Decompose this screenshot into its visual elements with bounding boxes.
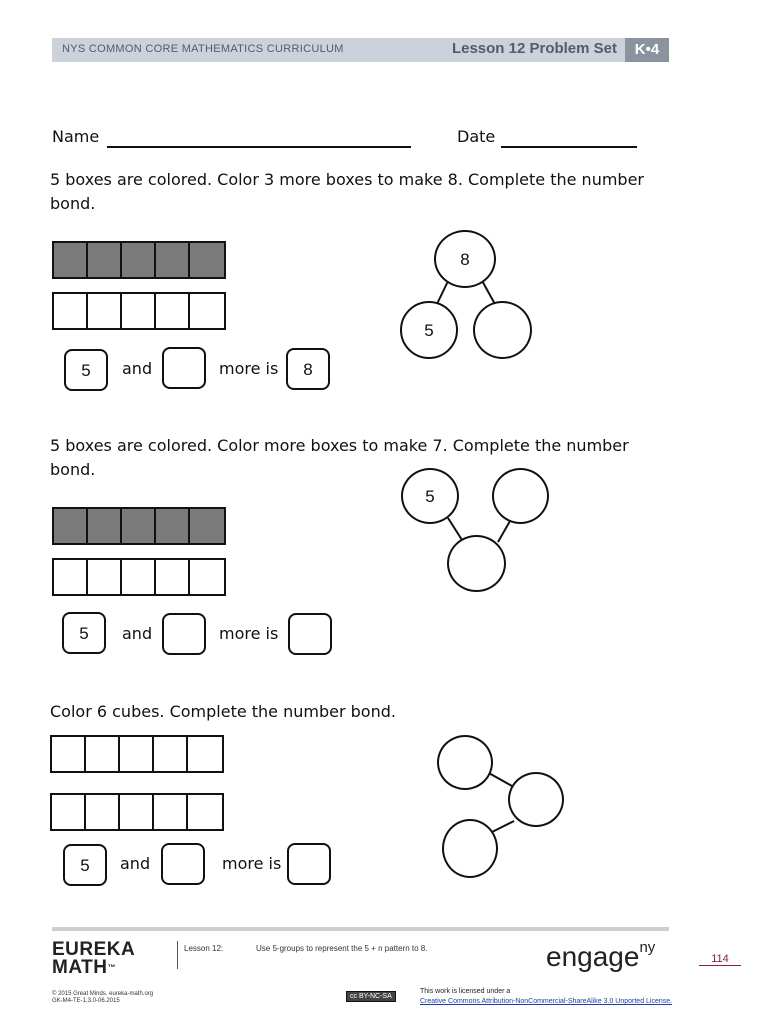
- colorable-cube[interactable]: [154, 795, 188, 829]
- footer-divider: [52, 927, 669, 931]
- problem-2-first-addend-box: 5: [62, 612, 106, 654]
- problem-2-colored-row: [52, 507, 226, 545]
- problem-2-bond-part-2[interactable]: [492, 468, 549, 524]
- problem-1-empty-row: [52, 292, 226, 330]
- problem-1-colored-row: [52, 241, 226, 279]
- colorable-box[interactable]: [54, 560, 88, 594]
- problem-2-total-box[interactable]: [288, 613, 332, 655]
- colorable-cube[interactable]: [120, 737, 154, 771]
- problem-3-bond-whole[interactable]: [508, 772, 564, 827]
- eureka-math-logo: [52, 941, 135, 977]
- colored-box: [54, 509, 88, 543]
- colorable-cube[interactable]: [154, 737, 188, 771]
- problem-3-more-is-label: more is: [222, 854, 282, 873]
- problem-1-more-is-label: more is: [219, 359, 279, 378]
- problem-1-instruction: 5 boxes are colored. Color 3 more boxes to make 8. Complete the number bond.: [50, 170, 644, 213]
- colorable-cube[interactable]: [52, 795, 86, 829]
- colorable-box[interactable]: [156, 294, 190, 328]
- colorable-box[interactable]: [190, 294, 224, 328]
- problem-3-bond-part-2[interactable]: [442, 819, 498, 878]
- colorable-box[interactable]: [156, 560, 190, 594]
- problem-3-second-addend-box[interactable]: [161, 843, 205, 885]
- logo-line-2-text: MATH: [52, 957, 108, 978]
- ny-superscript: ny: [639, 938, 656, 956]
- problem-3-total-box[interactable]: [287, 843, 331, 885]
- colored-box: [54, 243, 88, 277]
- date-field[interactable]: [501, 146, 637, 148]
- colored-box: [156, 243, 190, 277]
- colorable-box[interactable]: [54, 294, 88, 328]
- logo-line-1: EUREKA: [52, 939, 136, 960]
- colored-box: [88, 509, 122, 543]
- header-band: [52, 38, 669, 62]
- license-text: [420, 998, 672, 1005]
- colored-box: [122, 509, 156, 543]
- colorable-cube[interactable]: [120, 795, 154, 829]
- date-label: Date: [457, 127, 496, 146]
- problem-3-instruction: Color 6 cubes. Complete the number bond.: [50, 702, 396, 721]
- problem-1-bond-part-1: 5: [400, 301, 458, 359]
- license-link[interactable]: Creative Commons Attribution-NonCommercial-ShareAlike 3.0 Unported License.: [420, 998, 673, 1005]
- colored-box: [190, 509, 224, 543]
- colored-box: [190, 243, 224, 277]
- problem-3-and-label: and: [120, 854, 151, 873]
- colorable-cube[interactable]: [52, 737, 86, 771]
- problem-2-instruction: 5 boxes are colored. Color more boxes to make 7. Complete the number bond.: [50, 436, 629, 479]
- problem-2-more-is-label: more is: [219, 624, 279, 643]
- lesson-title: Lesson 12 Problem Set: [451, 40, 617, 57]
- problem-1-total-box: 8: [286, 348, 330, 390]
- cc-license-badge[interactable]: cc BY-NC-SA: [346, 991, 396, 1002]
- colorable-box[interactable]: [88, 294, 122, 328]
- footer-separator: [177, 941, 178, 969]
- footer-lesson-label: Lesson 12:: [184, 944, 224, 953]
- curriculum-title: NYS COMMON CORE MATHEMATICS CURRICULUM: [62, 43, 344, 55]
- colorable-box[interactable]: [190, 560, 224, 594]
- colored-box: [156, 509, 190, 543]
- colored-box: [88, 243, 122, 277]
- colorable-cube[interactable]: [188, 795, 222, 829]
- problem-2-bond-whole[interactable]: [447, 535, 506, 592]
- engage-text: engage: [546, 941, 640, 972]
- colorable-box[interactable]: [122, 560, 156, 594]
- problem-1-and-label: and: [122, 359, 153, 378]
- problem-1-first-addend-box: 5: [64, 349, 108, 391]
- colorable-box[interactable]: [122, 294, 156, 328]
- colorable-cube[interactable]: [86, 737, 120, 771]
- problem-2-second-addend-box[interactable]: [162, 613, 206, 655]
- engage-ny-logo: [546, 938, 656, 973]
- name-field[interactable]: [107, 146, 411, 148]
- colored-box: [122, 243, 156, 277]
- name-label: Name: [52, 127, 100, 146]
- footer-code: GK-M4-TE-1.3.0-06.2015: [52, 998, 120, 1004]
- grade-module-badge: K•4: [625, 38, 669, 62]
- problem-2-and-label: and: [122, 624, 153, 643]
- problem-1-second-addend-box[interactable]: [162, 347, 206, 389]
- footer-copyright: © 2015 Great Minds. eureka-math.org: [52, 991, 154, 997]
- problem-3-cube-row-1: [50, 735, 224, 773]
- colorable-cube[interactable]: [188, 737, 222, 771]
- problem-1-bond-whole: 8: [434, 230, 496, 288]
- problem-3-cube-row-2: [50, 793, 224, 831]
- license-intro: This work is licensed under a: [420, 988, 511, 995]
- footer-lesson-description: Use 5-groups to represent the 5 + n pattern to 8.: [256, 944, 428, 953]
- problem-1-bond-part-2[interactable]: [473, 301, 532, 359]
- page-number: 114: [699, 953, 741, 966]
- logo-trademark: ™: [107, 963, 116, 972]
- colorable-box[interactable]: [88, 560, 122, 594]
- problem-3-bond-part-1[interactable]: [437, 735, 493, 790]
- colorable-cube[interactable]: [86, 795, 120, 829]
- problem-3-first-addend-box: 5: [63, 844, 107, 886]
- problem-2-empty-row: [52, 558, 226, 596]
- problem-2-bond-part-1: 5: [401, 468, 459, 524]
- logo-line-2: [52, 959, 135, 977]
